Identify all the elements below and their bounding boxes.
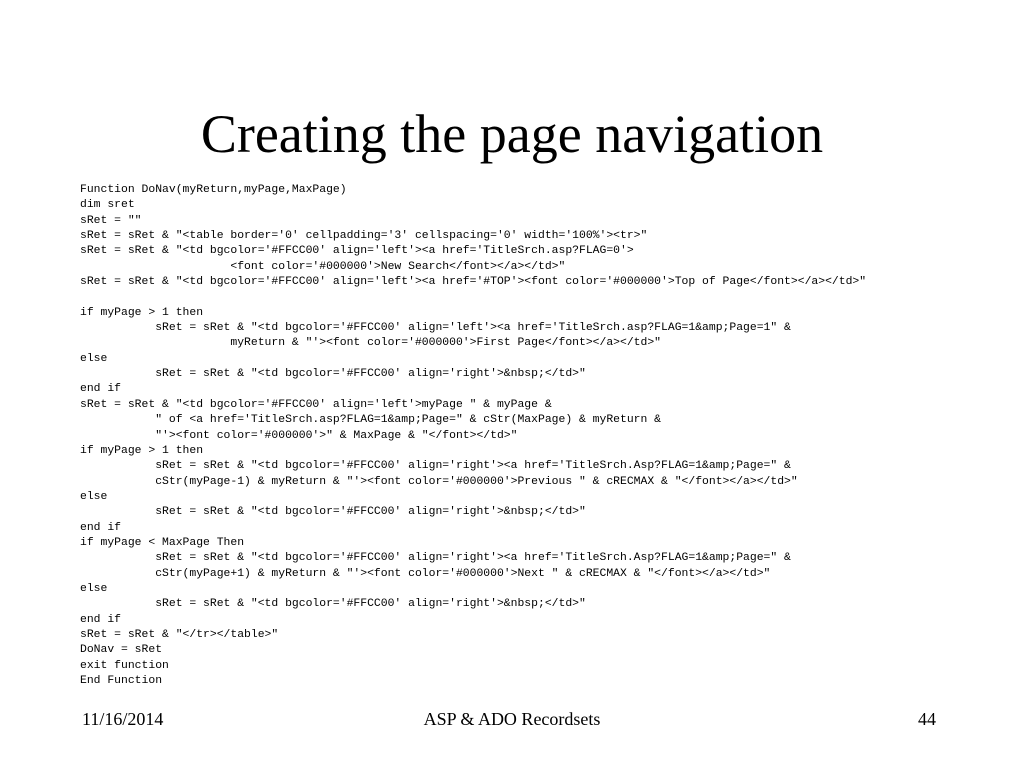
footer-title: ASP & ADO Recordsets: [423, 709, 601, 729]
code-line: sRet = sRet & "<td bgcolor='#FFCC00' align='left'><a href='#TOP'><font color='#000000'>Top of Page</font></a></td>": [80, 276, 867, 289]
code-line: sRet = "": [80, 214, 142, 227]
code-line: else: [80, 352, 108, 365]
code-line: sRet = sRet & "<td bgcolor='#FFCC00' align='left'><a href='TitleSrch.asp?FLAG=0'>: [80, 245, 634, 258]
code-line: <font color='#000000'>New Search</font></a></td>": [80, 260, 566, 273]
code-line: Function DoNav(myReturn,myPage,MaxPage): [80, 184, 347, 196]
code-line: myReturn & "'><font color='#000000'>First Page</font></a></td>": [80, 337, 662, 350]
code-line: exit function: [80, 659, 169, 672]
code-line: sRet = sRet & "<td bgcolor='#FFCC00' align='right'>&nbsp;</td>": [80, 506, 586, 519]
code-line: sRet = sRet & "</tr></table>": [80, 628, 279, 641]
code-line: sRet = sRet & "<td bgcolor='#FFCC00' align='right'>&nbsp;</td>": [80, 598, 586, 611]
code-line: else: [80, 582, 108, 595]
code-line: if myPage > 1 then: [80, 444, 204, 457]
code-line: end if: [80, 521, 122, 534]
code-line: End Function: [80, 675, 163, 687]
code-line: if myPage < MaxPage Then: [80, 536, 245, 549]
code-line: sRet = sRet & "<td bgcolor='#FFCC00' align='left'><a href='TitleSrch.asp?FLAG=1&amp;Page=1" &: [80, 322, 791, 335]
code-line: else: [80, 490, 108, 503]
code-line: sRet = sRet & "<td bgcolor='#FFCC00' align='right'><a href='TitleSrch.Asp?FLAG=1&amp;Page=" &: [80, 552, 791, 565]
slide-title: Creating the page navigation: [200, 104, 824, 164]
code-line: if myPage > 1 then: [80, 306, 204, 319]
code-line: DoNav = sRet: [80, 644, 163, 657]
code-line: end if: [80, 613, 122, 626]
code-line: cStr(myPage+1) & myReturn & "'><font color='#000000'>Next " & cRECMAX & "</font></a></td>": [80, 567, 771, 580]
code-line: [80, 290, 866, 305]
code-line: "'><font color='#000000'>" & MaxPage & "</font></td>": [80, 429, 518, 442]
code-line: sRet = sRet & "<td bgcolor='#FFCC00' align='right'>&nbsp;</td>": [80, 368, 586, 381]
code-line: end if: [80, 383, 122, 396]
code-line: dim sret: [80, 199, 135, 212]
code-line: cStr(myPage-1) & myReturn & "'><font color='#000000'>Previous " & cRECMAX & "</font></a></td>": [80, 475, 798, 488]
code-line: sRet = sRet & "<td bgcolor='#FFCC00' align='left'>myPage " & myPage &: [80, 398, 552, 411]
code-line: sRet = sRet & "<td bgcolor='#FFCC00' align='right'><a href='TitleSrch.Asp?FLAG=1&amp;Page=" &: [80, 460, 791, 473]
page-number: 44: [918, 709, 936, 729]
code-line: sRet = sRet & "<table border='0' cellpadding='3' cellspacing='0' width='100%'><tr>": [80, 230, 648, 243]
footer-date: 11/16/2014: [82, 709, 164, 729]
code-line: " of <a href='TitleSrch.asp?FLAG=1&amp;Page=" & cStr(MaxPage) & myReturn &: [80, 414, 662, 427]
code-listing: [80, 183, 866, 689]
